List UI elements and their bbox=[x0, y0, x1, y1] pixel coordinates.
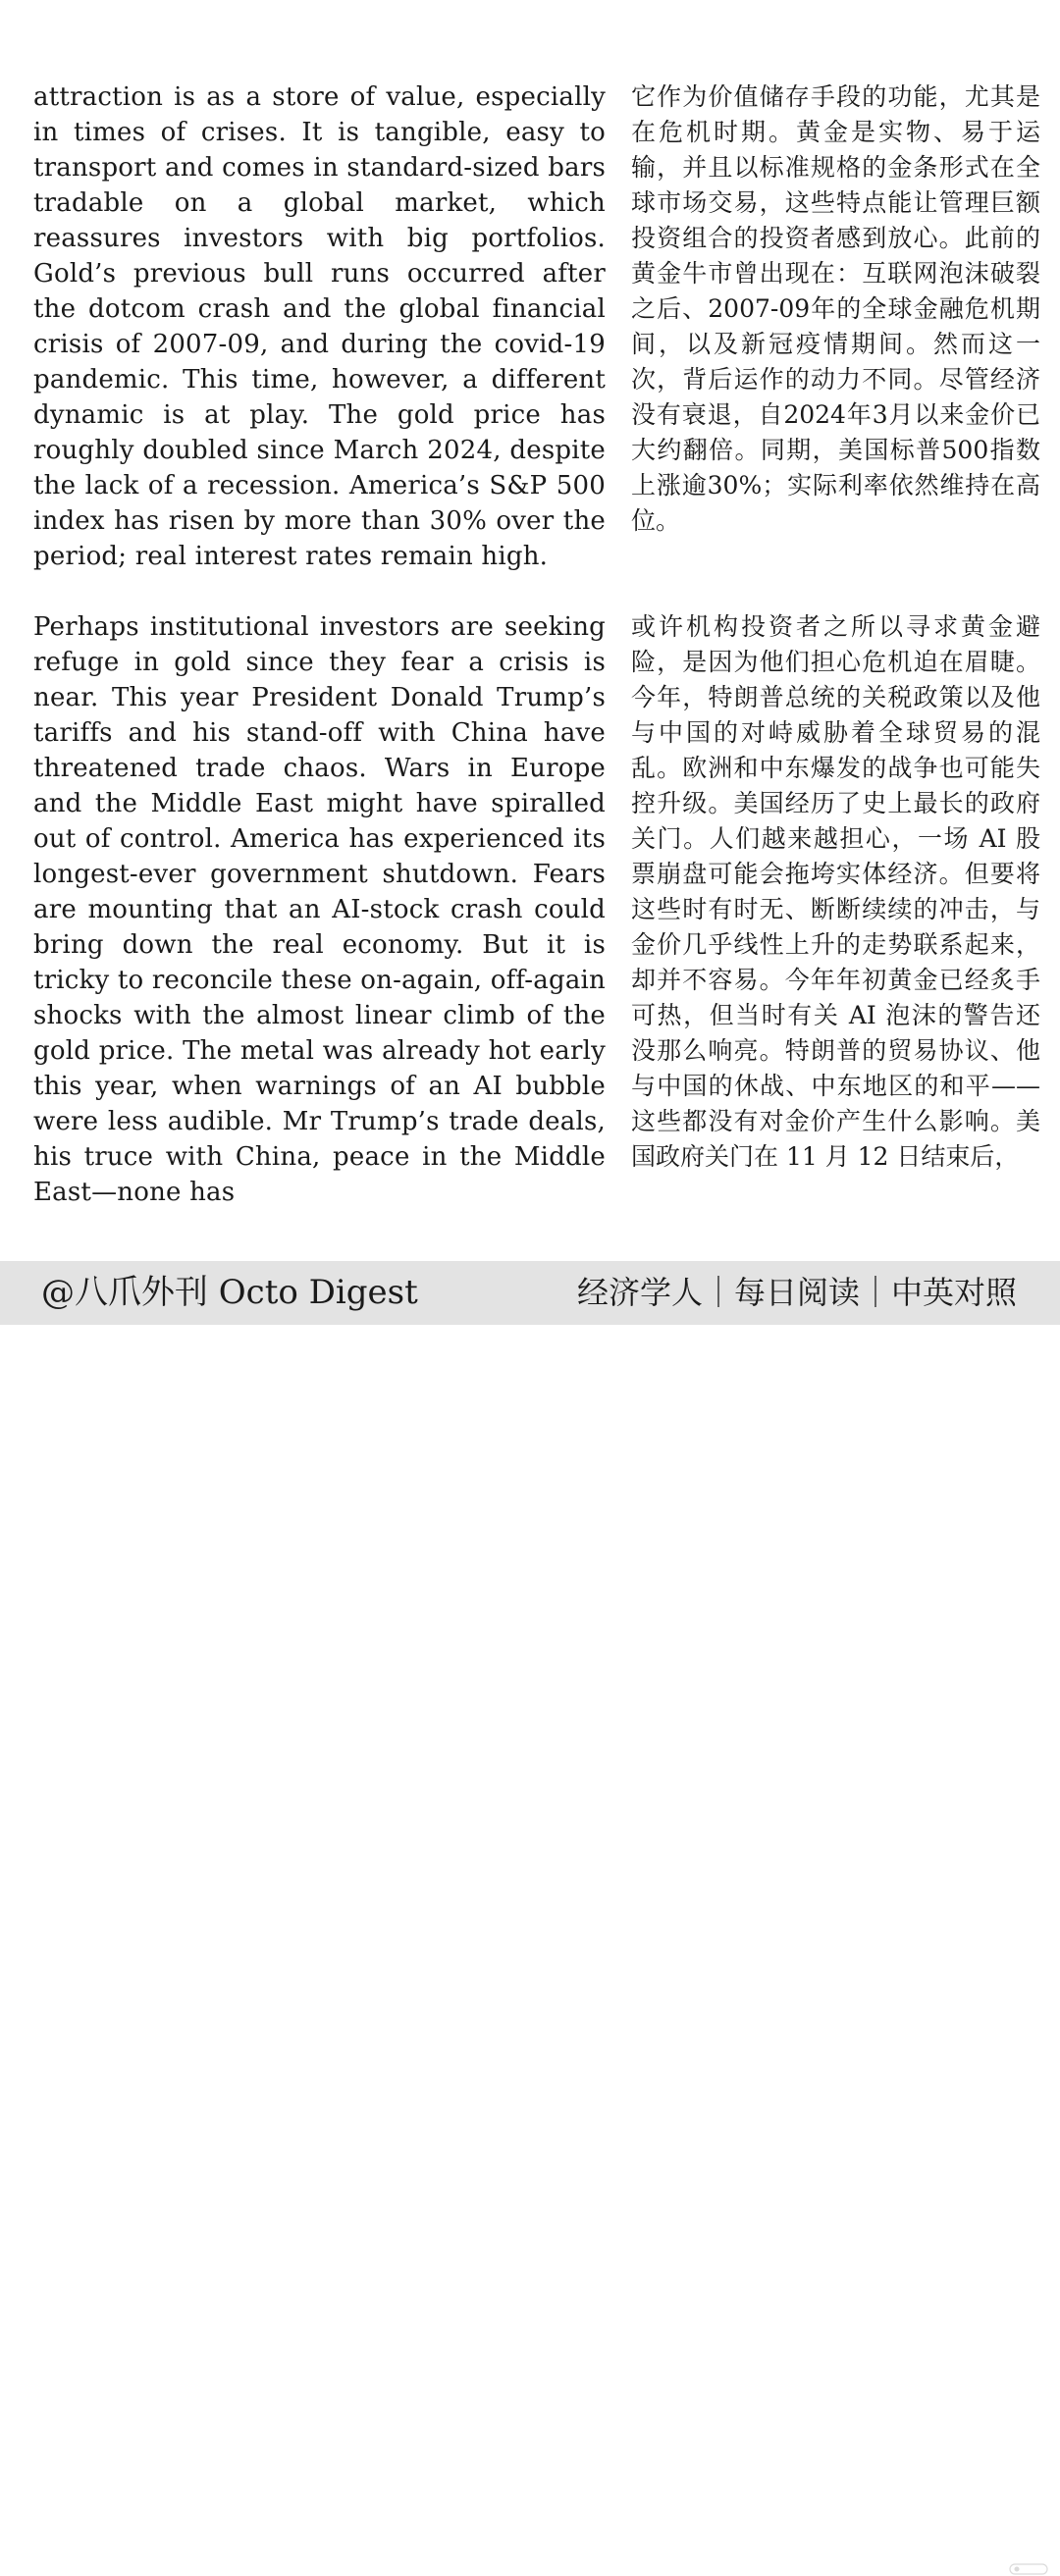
chinese-paragraph-2: 或许机构投资者之所以寻求黄金避险，是因为他们担心危机迫在眉睫。今年，特朗普总统的关税政策以及他与中国的对峙威胁着全球贸易的混乱。欧洲和中东爆发的战争也可能失控升级。美国经历了史上最长的政府关门。人们越来越担心，一场 AI 股票崩盘可能会拖垮实体经济。但要将这些时有时无、断断续续的冲击，与金价几乎线性上升的走势联系起来，却并不容易。今年年初黄金已经炙手可热，但当时有关 AI 泡沫的警告还没那么响亮。特朗普的贸易协议、他与中国的休战、中东地区的和平——这些都没有对金价产生什么影响。美国政府关门在 11 月 12 日结束后， bbox=[631, 612, 1040, 1171]
watermark-logo-icon bbox=[1009, 2562, 1048, 2576]
chinese-paragraph-1: 它作为价值储存手段的功能，尤其是在危机时期。黄金是实物、易于运输，并且以标准规格的金条形式在全球市场交易，这些特点能让管理巨额投资组合的投资者感到放心。此前的黄金牛市曾出现在：互联网泡沫破裂之后、2007-09年的全球金融危机期间，以及新冠疫情期间。然而这一次，背后运作的动力不同。尽管经济没有衰退，自2024年3月以来金价已大约翻倍。同期，美国标普500指数上涨逾30%；实际利率依然维持在高位。 bbox=[631, 82, 1040, 535]
brand-handle: @八爪外刊 Octo Digest bbox=[41, 1273, 418, 1312]
article-page bbox=[0, 0, 1060, 1261]
english-paragraph-2: Perhaps institutional investors are seeking refuge in gold since they fear a crisis is near. This year President Donald Trump’s tariffs and his stand-off with China have threatened trade chaos. Wars in Europe and the Middle East might have spiralled out of control. America has experienced its longest-ever government shutdown. Fears are mounting that an AI-stock crash could bring down the real economy. But it is tricky to reconcile these on-again, off-again shocks with the almost linear climb of the gold price. The metal was already hot early this year, when warnings of an AI bubble were less audible. Mr Trump’s trade deals, his truce with China, peace in the Middle East—none has bbox=[33, 612, 606, 1207]
english-paragraph-1: attraction is as a store of value, especially in times of crises. It is tangible, easy to transport and comes in standard-sized bars tradable on a global market, which reassures investors with big portfolios. Gold’s previous bull runs occurred after the dotcom crash and the global financial crisis of 2007-09, and during the covid-19 pandemic. This time, however, a different dynamic is at play. The gold price has roughly doubled since March 2024, despite the lack of a recession. America’s S&P 500 index has risen by more than 30% over the period; real interest rates remain high. bbox=[33, 82, 606, 571]
footer-bar bbox=[0, 1261, 1060, 1325]
series-tagline: 经济学人｜每日阅读｜中英对照 bbox=[576, 1274, 1017, 1311]
